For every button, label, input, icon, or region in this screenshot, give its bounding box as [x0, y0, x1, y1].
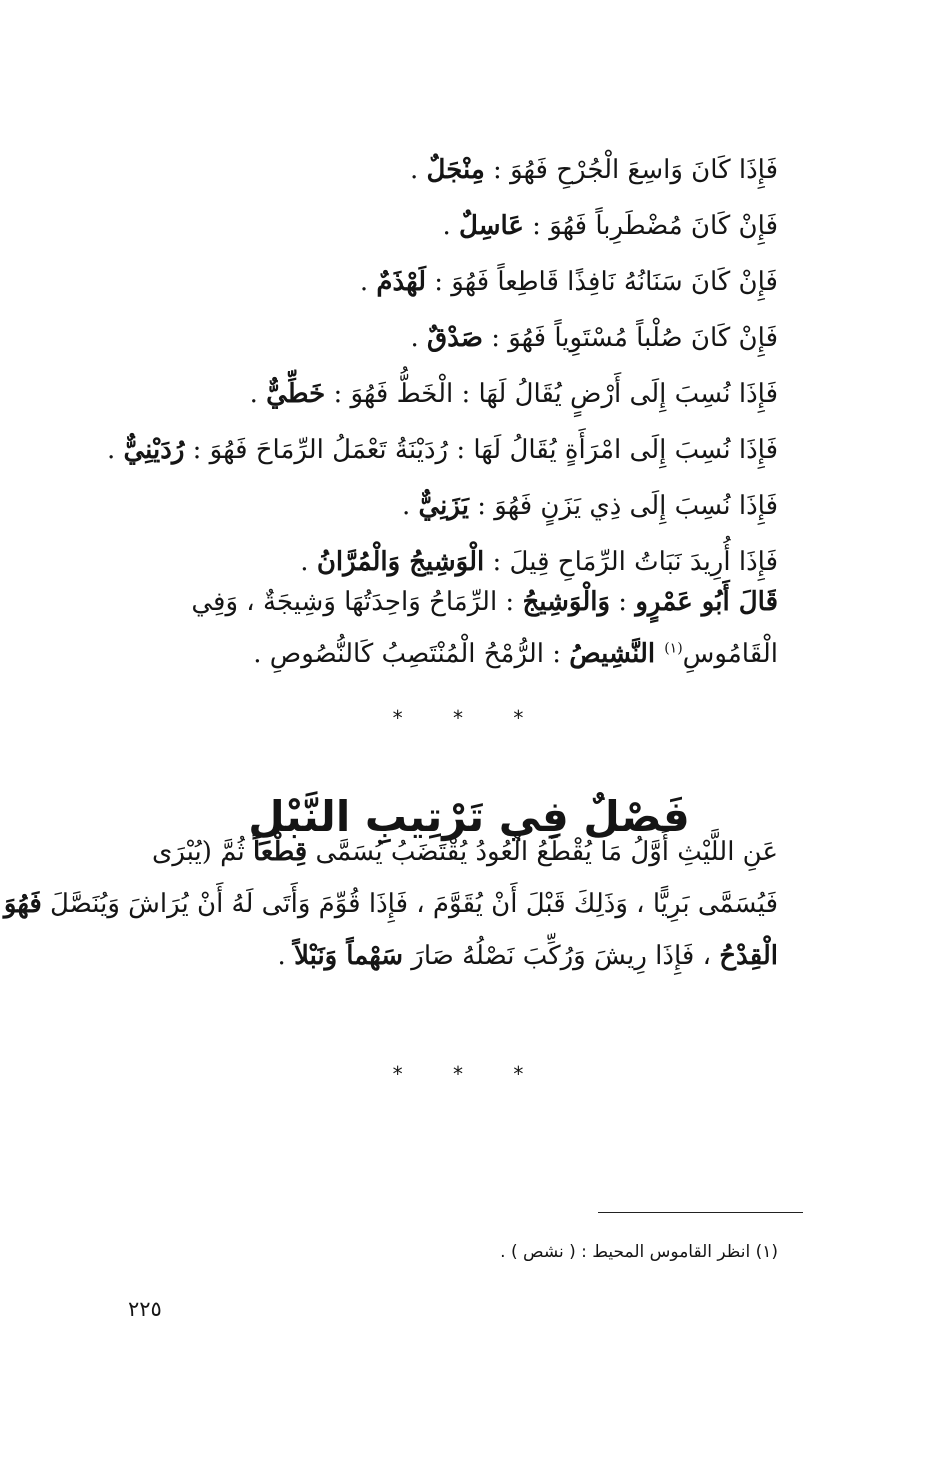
line-text: فَإِنْ كَانَ مُضْطَرِباً فَهُوَ : — [523, 211, 778, 241]
line-text: فَإِذَا نُسِبَ إِلَى أَرْضٍ يُقَالُ لَهَا : الْخَطُّ فَهُوَ : — [325, 379, 778, 409]
bold-phrase: النَّشِيصُ — [569, 639, 665, 669]
line-tail: . — [410, 323, 428, 353]
line-tail: . — [277, 941, 295, 971]
defined-term: مِنْجَلٌ — [426, 155, 485, 185]
line-text: فَإِذَا نُسِبَ إِلَى ذِي يَزَنٍ فَهُوَ : — [469, 491, 778, 521]
line-text: الْقَامُوسِ — [682, 639, 778, 669]
definition-lines — [106, 142, 778, 590]
line-text: ثُمَّ (يُبْرَى — [151, 837, 253, 867]
paragraph-line — [3, 878, 778, 930]
definition-line — [118, 142, 778, 198]
bold-phrase: وَالْوَشِيجُ — [522, 587, 611, 617]
bold-phrase: الْقِدْحُ — [719, 941, 778, 971]
defined-term: رُدَيْنِيٌّ — [123, 435, 185, 465]
footnote-divider — [598, 1212, 803, 1213]
footnote: (١) انظر القاموس المحيط : ( نشص ) . — [500, 1242, 778, 1262]
line-tail: . — [410, 155, 427, 185]
line-tail: . — [106, 435, 124, 465]
line-text: فَيُسَمَّى بَرِيًّا ، وَذَلِكَ قَبْلَ أَنْ يُقَوَّمَ ، فَإِذَا قُوِّمَ وَأَتَى لَهُ أَنْ يُرَاشَ وَيُنَصَّلَ — [41, 889, 778, 919]
page-number: ٢٢٥ — [128, 1297, 162, 1321]
line-text: فَإِنْ كَانَ سَنَانُهُ نَافِذًا قَاطِعاً فَهُوَ : — [426, 267, 778, 297]
defined-term: صَدْقٌ — [427, 323, 483, 353]
line-tail: . — [359, 267, 377, 297]
line-tail: . — [300, 547, 317, 577]
line-text: : — [610, 587, 636, 617]
footnote-marker[interactable]: (١) — [664, 640, 683, 657]
paragraph-line — [118, 628, 778, 680]
line-text: فَإِنْ كَانَ صُلْباً مُسْتَوِياً فَهُوَ : — [482, 323, 778, 353]
definition-line — [118, 478, 778, 534]
quotation-paragraph — [118, 576, 778, 680]
line-text: : الرِّمَاحُ وَاحِدَتُهَا وَشِيجَةٌ ، وَفِي — [191, 587, 523, 617]
bold-phrase: فَهُوَ — [3, 889, 42, 919]
defined-term: خَطِّيٌّ — [266, 379, 326, 409]
definition-line — [118, 310, 778, 366]
section-divider-stars: * * * — [392, 706, 546, 730]
line-text: فَإِذَا أُرِيدَ نَبَاتُ الرِّمَاحِ قِيلَ : — [484, 547, 778, 577]
paragraph-line — [118, 826, 778, 878]
paragraph-line — [118, 576, 778, 628]
line-tail: . — [442, 211, 459, 241]
line-text: عَنِ اللَّيْثِ أَوَّلُ مَا يُقْطَعُ الْعُودُ يُقْتَضَبُ يُسَمَّى — [307, 837, 778, 867]
line-text: : الرُّمْحُ الْمُنْتَصِبُ كَالنُّصُوصِ . — [253, 639, 570, 669]
line-text: فَإِذَا نُسِبَ إِلَى امْرَأَةٍ يُقَالُ لَهَا : رُدَيْنَةُ تَعْمَلُ الرِّمَاحَ فَهُوَ : — [184, 435, 778, 465]
defined-term: عَاسِلٌ — [459, 211, 524, 241]
defined-term: الْوَشِيجُ وَالْمُرَّانُ — [316, 547, 485, 577]
line-text: ، فَإِذَا رِيشَ وَرُكِّبَ نَصْلُهُ صَارَ — [403, 941, 720, 971]
definition-line — [106, 422, 778, 478]
bold-phrase: قِطْعاً — [252, 837, 308, 867]
bold-phrase: قَالَ أَبُو عَمْرٍو — [635, 587, 778, 617]
line-tail: . — [401, 491, 419, 521]
section-paragraph — [3, 826, 778, 982]
line-text: فَإِذَا كَانَ وَاسِعَ الْجُرْحِ فَهُوَ : — [484, 155, 778, 185]
paragraph-line — [118, 930, 778, 982]
definition-line — [118, 366, 778, 422]
defined-term: يَزَنِيٌّ — [418, 491, 469, 521]
definition-line — [118, 198, 778, 254]
section-end-stars: * * * — [392, 1062, 546, 1086]
bold-phrase: سَهْماً وَنَبْلاً — [294, 941, 404, 971]
defined-term: لَهْذَمٌ — [376, 267, 426, 297]
definition-line — [118, 254, 778, 310]
line-tail: . — [249, 379, 267, 409]
section-heading: فَصْلٌ فِي تَرْتِيبِ النَّبْلِ — [248, 791, 690, 841]
